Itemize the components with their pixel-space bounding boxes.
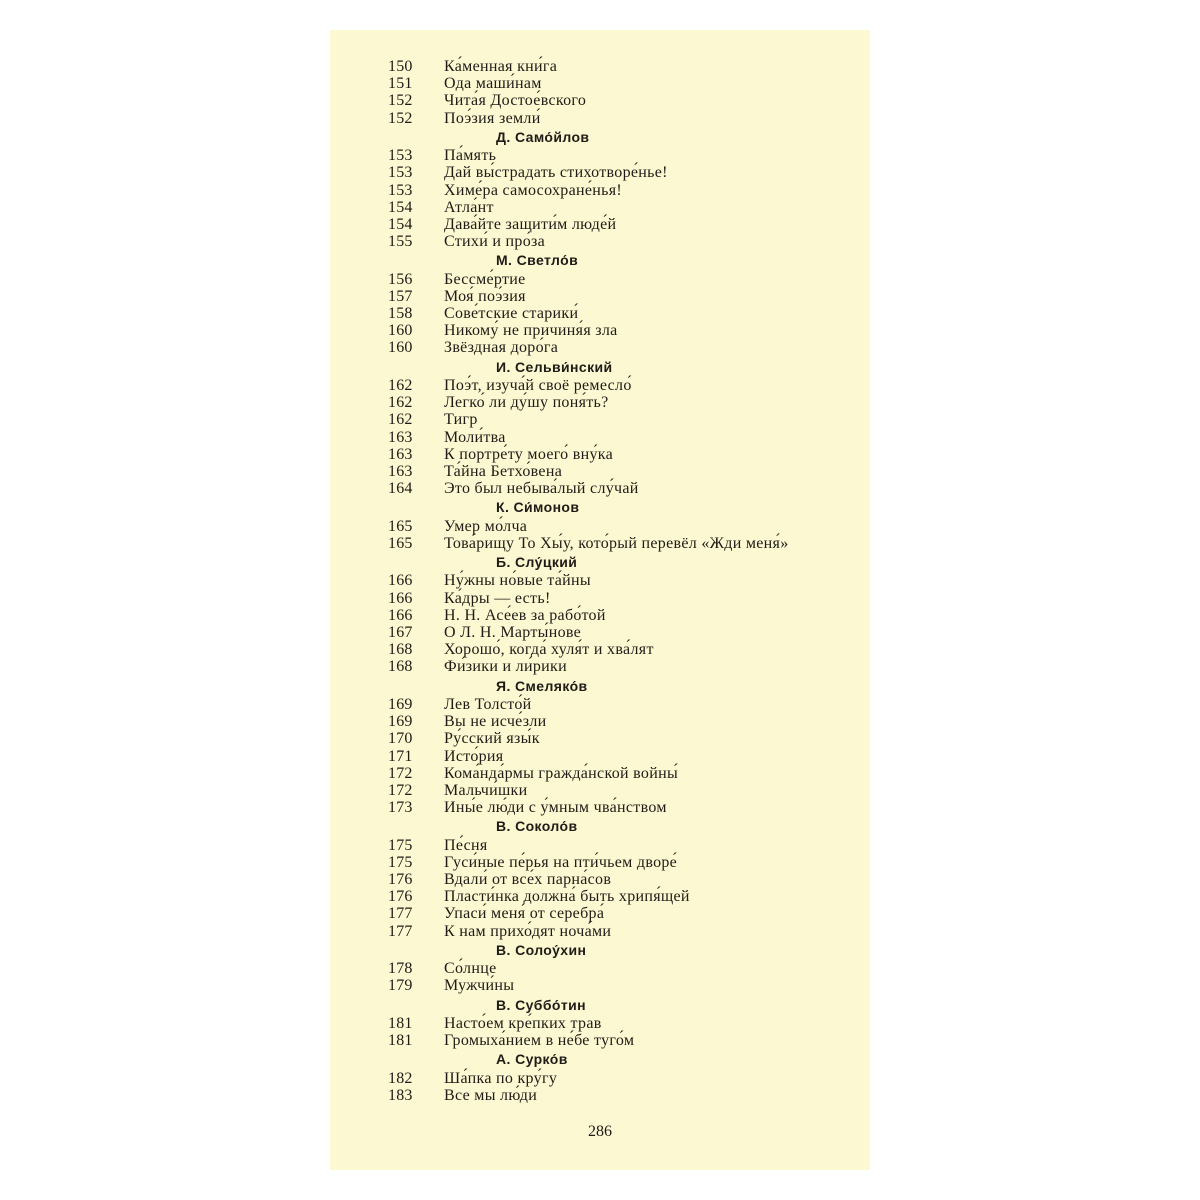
entry-page-number: 164 <box>388 480 413 498</box>
entry-title: Ну́жны но́вые та́йны <box>444 572 591 590</box>
toc-entry <box>388 888 858 905</box>
entry-page-number: 154 <box>388 215 413 233</box>
entry-page-number: 172 <box>388 781 413 799</box>
entry-title: Ода маши́нам <box>444 75 542 93</box>
entry-page-number: 175 <box>388 853 413 871</box>
author-heading: В. Солоу́хин <box>496 941 587 958</box>
toc-entry <box>388 339 858 356</box>
toc-entry <box>388 696 858 713</box>
toc-entry <box>388 92 858 109</box>
entry-title: Ру́сский язы́к <box>444 730 540 748</box>
entry-title: К портре́ту моего́ вну́ка <box>444 445 614 463</box>
entry-title: О Л. Н. Марты́нове <box>444 624 582 642</box>
toc-entry <box>388 216 858 233</box>
toc-entry <box>388 75 858 92</box>
entry-page-number: 178 <box>388 960 413 978</box>
toc-entry <box>388 748 858 765</box>
toc-entry <box>388 624 858 641</box>
toc-entry <box>388 377 858 394</box>
entry-title: Па́мять <box>444 147 497 165</box>
entry-page-number: 160 <box>388 322 413 340</box>
entry-title: Гуси́ные пе́рья на пти́чьем дворе́ <box>444 853 678 871</box>
entry-page-number: 168 <box>388 658 413 676</box>
entry-page-number: 160 <box>388 339 413 357</box>
entry-title: Стихи́ и про́за <box>444 233 546 251</box>
entry-page-number: 157 <box>388 287 413 305</box>
toc-entry <box>388 1032 858 1049</box>
entry-page-number: 166 <box>388 606 413 624</box>
entry-page-number: 169 <box>388 713 413 731</box>
author-heading: В. Соколо́в <box>496 818 578 835</box>
entry-page-number: 176 <box>388 871 413 889</box>
entry-title: Ка́менная кни́га <box>444 58 558 75</box>
entry-title: Легко́ ли ду́шу поня́ть? <box>444 394 609 412</box>
toc-entry <box>388 199 858 216</box>
author-heading: Д. Само́йлов <box>496 128 590 145</box>
toc-entry <box>388 1070 858 1087</box>
entry-title: Химе́ра самосохране́нья! <box>444 181 622 199</box>
entry-title: Лев Толсто́й <box>444 695 532 713</box>
entry-page-number: 177 <box>388 905 413 923</box>
toc-entry <box>388 182 858 199</box>
toc-entry <box>388 837 858 854</box>
toc-entry <box>388 233 858 250</box>
entry-page-number: 166 <box>388 572 413 590</box>
toc-entry <box>388 518 858 535</box>
entry-title: Это был небыва́лый слу́чай <box>444 480 639 498</box>
entry-page-number: 158 <box>388 305 413 323</box>
entry-title: Мальчи́шки <box>444 781 528 799</box>
entry-title: Чита́я Достое́вского <box>444 92 587 110</box>
entry-title: Пе́сня <box>444 836 488 854</box>
toc-entry <box>388 480 858 497</box>
entry-page-number: 177 <box>388 922 413 940</box>
entry-page-number: 150 <box>388 58 413 75</box>
entry-page-number: 155 <box>388 233 413 251</box>
entry-page-number: 172 <box>388 764 413 782</box>
entry-page-number: 173 <box>388 799 413 817</box>
entry-title: Та́йна Бетхо́вена <box>444 462 563 480</box>
entry-title: Упаси́ меня́ от серебра́ <box>444 905 605 923</box>
toc-entry <box>388 641 858 658</box>
entry-page-number: 166 <box>388 589 413 607</box>
entry-page-number: 165 <box>388 517 413 535</box>
table-of-contents <box>388 58 858 1104</box>
toc-entry <box>388 977 858 994</box>
entry-title: Дай вы́страдать стихотворе́нье! <box>444 164 668 182</box>
entry-page-number: 162 <box>388 411 413 429</box>
toc-entry <box>388 1087 858 1104</box>
entry-title: Пласти́нка должна́ быть хрипя́щей <box>444 888 690 906</box>
entry-page-number: 170 <box>388 730 413 748</box>
entry-page-number: 179 <box>388 977 413 995</box>
toc-entry <box>388 905 858 922</box>
entry-page-number: 168 <box>388 641 413 659</box>
toc-entry <box>388 713 858 730</box>
toc-entry <box>388 164 858 181</box>
toc-entry <box>388 960 858 977</box>
entry-page-number: 167 <box>388 624 413 642</box>
toc-entry <box>388 288 858 305</box>
entry-page-number: 165 <box>388 534 413 552</box>
entry-page-number: 171 <box>388 747 413 765</box>
entry-title: Звёздная доро́га <box>444 339 559 357</box>
entry-page-number: 153 <box>388 181 413 199</box>
author-heading: Я. Смеляко́в <box>496 677 588 694</box>
entry-title: Сове́тские старики́ <box>444 305 579 323</box>
entry-page-number: 152 <box>388 109 413 127</box>
toc-entry <box>388 411 858 428</box>
author-heading: К. Си́монов <box>496 499 580 516</box>
entry-title: Моя́ поэ́зия <box>444 287 526 305</box>
entry-title: Умер мо́лча <box>444 517 528 535</box>
entry-title: Громыха́нием в не́бе туго́м <box>444 1032 635 1050</box>
entry-title: Атла́нт <box>444 198 494 216</box>
entry-page-number: 175 <box>388 836 413 854</box>
entry-title: Бессме́ртие <box>444 270 526 288</box>
entry-title: Хорошо́, когда́ хуля́т и хва́лят <box>444 641 654 659</box>
toc-entry <box>388 1015 858 1032</box>
author-heading: А. Сурко́в <box>496 1051 568 1068</box>
toc-entry <box>388 446 858 463</box>
author-heading: М. Светло́в <box>496 252 579 269</box>
entry-title: Мужчи́ны <box>444 977 515 995</box>
entry-page-number: 152 <box>388 92 413 110</box>
entry-page-number: 153 <box>388 147 413 165</box>
toc-entry <box>388 271 858 288</box>
toc-entry <box>388 782 858 799</box>
entry-page-number: 163 <box>388 445 413 463</box>
entry-title: Вы не исче́зли <box>444 713 547 731</box>
author-heading: Б. Слу́цкий <box>496 554 578 571</box>
entry-page-number: 153 <box>388 164 413 182</box>
entry-title: Дава́йте защити́м люде́й <box>444 215 617 233</box>
toc-entry <box>388 799 858 816</box>
toc-entry <box>388 871 858 888</box>
toc-entry <box>388 535 858 552</box>
toc-entry <box>388 854 858 871</box>
entry-page-number: 183 <box>388 1086 413 1104</box>
entry-page-number: 163 <box>388 462 413 480</box>
entry-page-number: 181 <box>388 1014 413 1032</box>
toc-entry <box>388 322 858 339</box>
toc-entry <box>388 463 858 480</box>
toc-entry <box>388 765 858 782</box>
entry-page-number: 182 <box>388 1069 413 1087</box>
toc-entry <box>388 730 858 747</box>
toc-entry <box>388 147 858 164</box>
entry-title: Моли́тва <box>444 428 506 446</box>
toc-entry <box>388 590 858 607</box>
author-heading: В. Суббо́тин <box>496 996 586 1013</box>
entry-page-number: 156 <box>388 270 413 288</box>
entry-page-number: 181 <box>388 1032 413 1050</box>
entry-page-number: 162 <box>388 394 413 412</box>
toc-entry <box>388 658 858 675</box>
toc-entry <box>388 923 858 940</box>
entry-title: Насто́ем кре́пких трав <box>444 1014 602 1032</box>
toc-entry <box>388 572 858 589</box>
entry-title: Вдали́ от все́х парна́сов <box>444 871 612 889</box>
entry-title: Тигр <box>444 411 478 429</box>
toc-entry <box>388 305 858 322</box>
entry-page-number: 176 <box>388 888 413 906</box>
toc-entry <box>388 58 858 75</box>
entry-title: Н. Н. Асе́ев за рабо́той <box>444 606 606 624</box>
entry-title: Поэ́зия земли́ <box>444 109 541 127</box>
entry-title: Ша́пка по кру́гу <box>444 1069 558 1087</box>
author-heading: И. Сельви́нский <box>496 358 613 375</box>
entry-title: Ка́дры — есть! <box>444 589 551 607</box>
entry-title: Со́лнце <box>444 960 497 978</box>
entry-page-number: 169 <box>388 695 413 713</box>
entry-title: Поэ́т, изуча́й своё ремесло́ <box>444 376 632 394</box>
toc-entry <box>388 394 858 411</box>
entry-title: Никому́ не причиня́я зла <box>444 322 618 340</box>
entry-title: Фи́зики и ли́рики <box>444 658 567 676</box>
entry-title: Ины́е лю́ди с у́мным чва́нством <box>444 799 667 817</box>
entry-title: Това́рищу То Хы́у, кото́рый перевёл «Жди меня́» <box>444 534 789 552</box>
entry-page-number: 163 <box>388 428 413 446</box>
entry-title: Исто́рия <box>444 747 504 765</box>
toc-entry <box>388 607 858 624</box>
toc-entry <box>388 110 858 127</box>
book-page <box>330 30 870 1170</box>
entry-page-number: 162 <box>388 376 413 394</box>
entry-title: Кома́нда́рмы гражда́нской войны́ <box>444 764 678 782</box>
toc-entry <box>388 429 858 446</box>
entry-page-number: 151 <box>388 75 413 93</box>
page-number: 286 <box>588 1123 612 1140</box>
entry-title: К нам прихо́дят ноча́ми <box>444 922 612 940</box>
entry-title: Все мы лю́ди <box>444 1086 538 1104</box>
entry-page-number: 154 <box>388 198 413 216</box>
